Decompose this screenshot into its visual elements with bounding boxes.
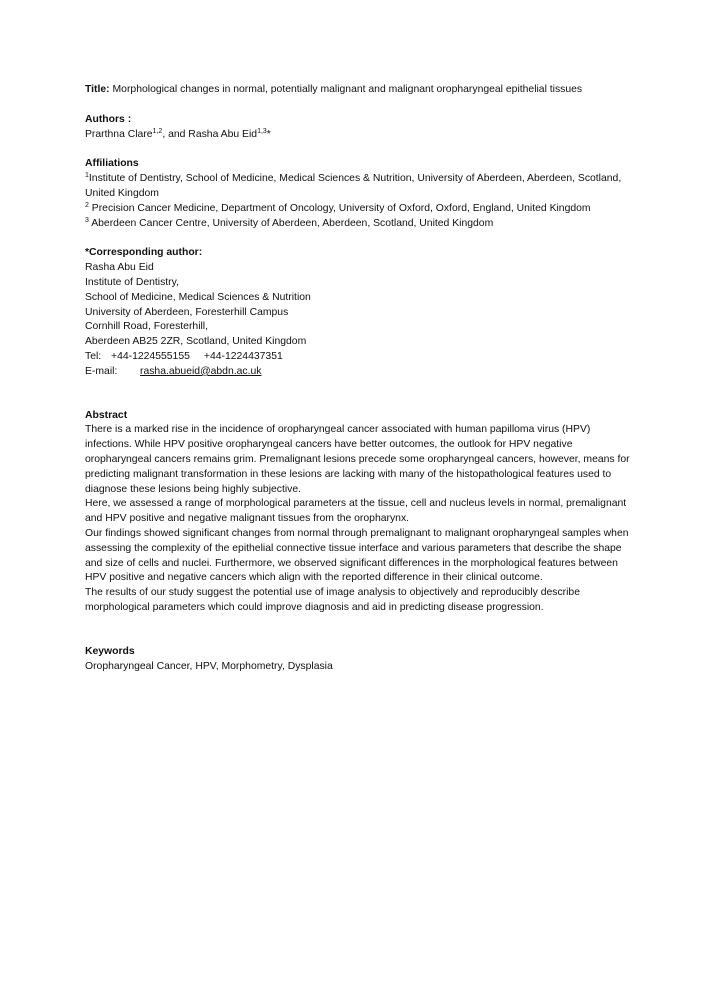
author-2-affiliation: 1,3 [257, 127, 267, 135]
abstract-paragraph: Our findings showed significant changes from normal through premalignant to malignant oropharyngeal samples when assessing the complexity of the epithelial connective tissue interface and various parameters that describe the shape and size of cells and nuclei. Furthermore, we observed significant differences in the morphological features between HPV positive and negative cancers which align with the reported difference in their clinical outcome. [85, 527, 629, 584]
title-line [85, 83, 630, 98]
affiliation-1-number: 1 [85, 172, 89, 180]
telephone-1: +44-1224555155 [111, 350, 190, 362]
corresponding-line: University of Aberdeen, Foresterhill Campus [85, 306, 289, 318]
corresponding-line: Institute of Dentistry, [85, 276, 179, 288]
telephone-2: +44-1224437351 [203, 350, 283, 362]
paper-title: Morphological changes in normal, potentially malignant and malignant oropharyngeal epithelial tissues [109, 84, 583, 95]
email-row [85, 365, 630, 380]
email-label: E-mail: [85, 365, 118, 377]
keywords-list: Oropharyngeal Cancer, HPV, Morphometry, Dysplasia [85, 660, 333, 672]
abstract-paragraph: The results of our study suggest the potential use of image analysis to objectively and reproducibly describe morphological parameters which could improve diagnosis and aid in predicting disease progression. [85, 587, 580, 613]
keywords-heading: Keywords [85, 645, 135, 657]
corresponding-line: Rasha Abu Eid [85, 262, 154, 274]
abstract-paragraph: Here, we assessed a range of morphological parameters at the tissue, cell and nucleus levels in normal, premalignant and HPV positive and negative malignant tissues from the oropharynx. [85, 498, 627, 525]
author-1-affiliation: 1,2 [152, 127, 163, 135]
author-1: Prarthna Clare [85, 128, 153, 140]
authors-line [85, 128, 630, 143]
corresponding-mark: * [266, 128, 271, 140]
abstract-heading: Abstract [85, 409, 128, 421]
affiliation-2-text: Precision Cancer Medicine, Department of Oncology, University of Oxford, Oxford, England, United Kingdom [88, 202, 591, 214]
corresponding-heading: *Corresponding author: [85, 247, 203, 259]
telephone-label: Tel: [85, 350, 102, 362]
authors-separator: , and Rasha Abu Eid [162, 128, 258, 140]
paper-page [85, 83, 630, 674]
affiliation-2-number: 2 [85, 201, 89, 209]
affiliation-1 [85, 172, 630, 202]
affiliation-3 [85, 217, 630, 232]
telephone-row [85, 350, 630, 365]
corresponding-line: Aberdeen AB25 2ZR, Scotland, United Kingdom [85, 336, 307, 348]
affiliation-2 [85, 202, 630, 217]
affiliation-3-text: Aberdeen Cancer Centre, University of Aberdeen, Aberdeen, Scotland, United Kingdom [88, 217, 494, 229]
affiliations-heading: Affiliations [85, 158, 139, 170]
affiliation-1-text: Institute of Dentistry, School of Medicine, Medical Sciences & Nutrition, University of Aberdeen, Aberdeen, Scotland, United Kingdom [85, 173, 622, 199]
title-label: Title: [85, 84, 110, 95]
affiliation-3-number: 3 [85, 216, 89, 224]
corresponding-line: School of Medicine, Medical Sciences & Nutrition [85, 291, 311, 303]
abstract-paragraph: There is a marked rise in the incidence of oropharyngeal cancer associated with human papilloma virus (HPV) infections. While HPV positive oropharyngeal cancers have better outcomes, the outlook for HPV negative oropharyngeal cancers remains grim. Premalignant lesions precede some oropharyngeal cancers, however, means for predicting malignant transformation in these lesions are lacking with many of the histopathological features used to diagnose these lesions being highly subjective. [85, 424, 630, 495]
email-link[interactable]: rasha.abueid@abdn.ac.uk [140, 365, 262, 377]
authors-heading: Authors : [85, 113, 132, 125]
corresponding-line: Cornhill Road, Foresterhill, [85, 321, 209, 333]
